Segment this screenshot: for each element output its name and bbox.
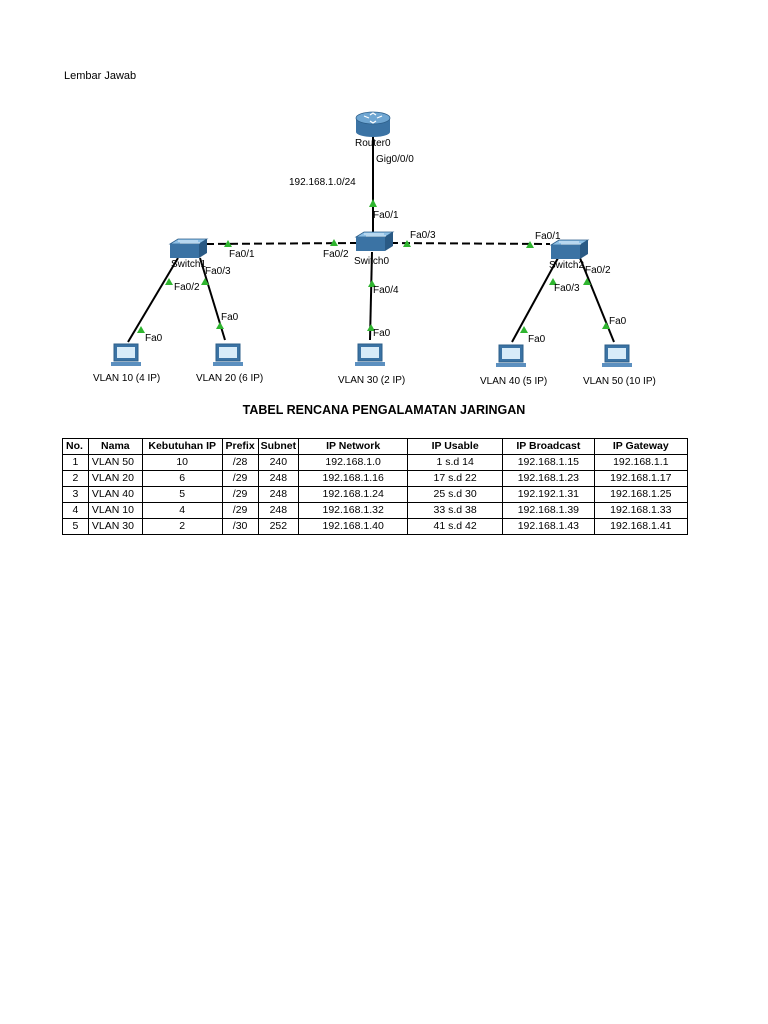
- table-cell: 192.168.1.43: [503, 519, 594, 535]
- pc-icon: [602, 345, 632, 367]
- switch1-port-b: Fa0/3: [205, 266, 231, 277]
- switch1-name: Switch1: [171, 259, 207, 270]
- table-cell: VLAN 30: [88, 519, 142, 535]
- table-row: [63, 471, 688, 487]
- table-cell: 192.168.1.24: [299, 487, 408, 503]
- table-cell: 3: [63, 487, 89, 503]
- table-cell: /29: [222, 471, 258, 487]
- switch0-uplink-port: Fa0/1: [373, 210, 399, 221]
- table-cell: 4: [142, 503, 222, 519]
- switch0-down-port: Fa0/4: [373, 285, 399, 296]
- router-port: Gig0/0/0: [376, 154, 414, 165]
- table-cell: 248: [258, 471, 299, 487]
- table-cell: 192.168.1.15: [503, 455, 594, 471]
- column-header: No.: [63, 439, 89, 455]
- pc-port: Fa0: [221, 312, 239, 323]
- table-cell: 17 s.d 22: [408, 471, 503, 487]
- pc-label: VLAN 10 (4 IP): [93, 373, 161, 384]
- switch1-port-a: Fa0/2: [174, 282, 200, 293]
- table-row: [63, 455, 688, 471]
- table-cell: VLAN 20: [88, 471, 142, 487]
- column-header: Subnet: [258, 439, 299, 455]
- switch2-name: Switch2: [549, 260, 585, 271]
- column-header: IP Broadcast: [503, 439, 594, 455]
- pc-icon: [111, 344, 141, 366]
- table-row: [63, 487, 688, 503]
- table-cell: 2: [63, 471, 89, 487]
- table-cell: 192.168.1.25: [594, 487, 687, 503]
- table-header-row: [63, 439, 688, 455]
- network-topology-diagram: [0, 0, 768, 400]
- table-cell: /28: [222, 455, 258, 471]
- table-cell: 192.168.1.1: [594, 455, 687, 471]
- table-cell: 192.168.1.33: [594, 503, 687, 519]
- table-cell: 248: [258, 487, 299, 503]
- pc-port: Fa0: [528, 334, 546, 345]
- table-cell: 5: [63, 519, 89, 535]
- switch0-name: Switch0: [354, 256, 390, 267]
- table-cell: 192.168.1.17: [594, 471, 687, 487]
- table-cell: 192.192.1.31: [503, 487, 594, 503]
- table-cell: 33 s.d 38: [408, 503, 503, 519]
- table-cell: 192.168.1.40: [299, 519, 408, 535]
- table-cell: 252: [258, 519, 299, 535]
- table-cell: 248: [258, 503, 299, 519]
- pc-port: Fa0: [145, 333, 163, 344]
- table-cell: VLAN 40: [88, 487, 142, 503]
- table-cell: /30: [222, 519, 258, 535]
- table-cell: 6: [142, 471, 222, 487]
- table-cell: 192.168.1.23: [503, 471, 594, 487]
- link-switch1-pc1: [128, 258, 178, 342]
- table-cell: 192.168.1.39: [503, 503, 594, 519]
- router-name: Router0: [355, 138, 391, 149]
- pc-icon: [496, 345, 526, 367]
- table-cell: 192.168.1.16: [299, 471, 408, 487]
- column-header: IP Network: [299, 439, 408, 455]
- pc-label: VLAN 50 (10 IP): [583, 376, 656, 387]
- table-cell: 10: [142, 455, 222, 471]
- table-cell: 1: [63, 455, 89, 471]
- switch2-port-a: Fa0/3: [554, 283, 580, 294]
- table-row: [63, 503, 688, 519]
- switch1-uplink-port: Fa0/1: [229, 249, 255, 260]
- table-title: TABEL RENCANA PENGALAMATAN JARINGAN: [242, 403, 526, 417]
- table-cell: 192.168.1.0: [299, 455, 408, 471]
- pc-icon: [355, 344, 385, 366]
- network-address: 192.168.1.0/24: [289, 177, 356, 188]
- table-cell: 4: [63, 503, 89, 519]
- pc-label: VLAN 20 (6 IP): [196, 373, 264, 384]
- table-cell: 192.168.1.41: [594, 519, 687, 535]
- switch0-left-port: Fa0/2: [323, 249, 349, 260]
- link-switch0-switch2: [390, 243, 550, 244]
- column-header: IP Gateway: [594, 439, 687, 455]
- table-cell: 5: [142, 487, 222, 503]
- page-header: Lembar Jawab: [64, 70, 137, 82]
- table-cell: 2: [142, 519, 222, 535]
- table-cell: 1 s.d 14: [408, 455, 503, 471]
- column-header: Nama: [88, 439, 142, 455]
- port-status-indicator: [137, 326, 145, 333]
- pc-port: Fa0: [373, 328, 391, 339]
- table-cell: 41 s.d 42: [408, 519, 503, 535]
- column-header: Prefix: [222, 439, 258, 455]
- table-cell: 240: [258, 455, 299, 471]
- table-cell: VLAN 50: [88, 455, 142, 471]
- router-icon: [356, 112, 390, 137]
- addressing-plan-table: [62, 438, 688, 535]
- pc-icon: [213, 344, 243, 366]
- table-row: [63, 519, 688, 535]
- table-cell: /29: [222, 503, 258, 519]
- table-cell: 192.168.1.32: [299, 503, 408, 519]
- switch-icon: [551, 240, 588, 259]
- port-status-indicator: [369, 199, 377, 207]
- column-header: IP Usable: [408, 439, 503, 455]
- switch0-right-port: Fa0/3: [410, 230, 436, 241]
- pc-port: Fa0: [609, 316, 627, 327]
- table-cell: 25 s.d 30: [408, 487, 503, 503]
- switch2-port-b: Fa0/2: [585, 265, 611, 276]
- column-header: Kebutuhan IP: [142, 439, 222, 455]
- pc-label: VLAN 40 (5 IP): [480, 376, 548, 387]
- switch2-uplink-port: Fa0/1: [535, 231, 561, 242]
- pc-label: VLAN 30 (2 IP): [338, 375, 406, 386]
- port-status-indicator: [216, 322, 224, 329]
- table-cell: /29: [222, 487, 258, 503]
- switch-icon: [356, 232, 393, 251]
- table-cell: VLAN 10: [88, 503, 142, 519]
- switch-icon: [170, 239, 207, 258]
